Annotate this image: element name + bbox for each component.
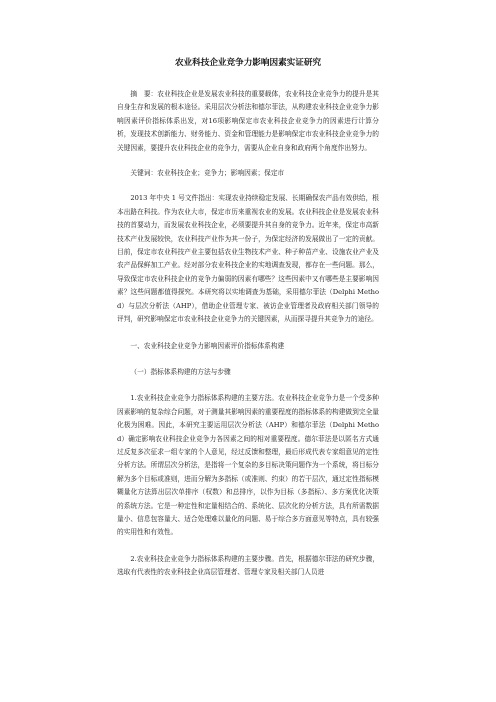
subsection-heading: （一）指标体系构建的方法与步骤 bbox=[130, 367, 231, 376]
intro-paragraph: 2013 年中央 1 号文件指出：实现农业持续稳定发展、长期确保农产品有效供给，根本出路在科技。作为农业大市，保定市历来重视农业的发展。农业科技企业是发展农业科技的首要动力，而发展农业科技企业，必须要提升其自身的竞争力。近年来，保定市高新技术产业发展较快，农业科技产业作为其一份子，为保定经济的发展做出了一定的贡献。目前，保定市农业科技产业主要包括农业生物技术产业、种子种苗产业、设施农业产业及农产品保鲜加工产业。经对部分农业科技企业的实地调查发现，都存在一些问题。那么，导致保定市农业科技企业的竞争力偏弱的因素有哪些？这些因素中又有哪些是主要影响因素？这些问题都值得探究。本研究将以实地调查为基础，采用德尔菲法（Delphi Method）与层次分析法（AHP），借助企业管理专家、被访企业管理者及政府相关部门领导的评判，研究影响保定市农业科技企业竞争力的关键因素，从而探寻提升其竞争力的途径。 bbox=[117, 194, 379, 324]
keywords: 关键词：农业科技企业；竞争力；影响因素；保定市 bbox=[130, 169, 285, 178]
paper-title: 农业科技企业竞争力影响因素实证研究 bbox=[174, 58, 322, 68]
abstract: 摘 要：农业科技企业是发展农业科技的重要载体，农业科技企业竞争力的提升是其自身生存和发展的根本途径。采用层次分析法和德尔菲法，从构建农业科技企业竞争力影响因素评价指标体系出发，对16项影响保定市农业科技企业竞争力的因素进行计算分析，发现技术创新能力、财务能力、资金和管理能力是影响保定市农业科技企业竞争力的关键因素，要提升农业科技企业的竞争力，需要从企业自身和政府两个角度作出努力。 bbox=[117, 90, 379, 152]
document-page bbox=[117, 58, 379, 580]
method-paragraph: 1.农业科技企业竞争力指标体系构建的主要方法。农业科技企业竞争力是一个受多种因素影响的复杂综合问题，对于测量其影响因素的重要程度的指标体系的构建做到完全量化极为困难。因此，本研究主要运用层次分析法（AHP）和德尔菲法（Delphi Method）确定影响农业科技企业竞争力各因素之间的相对重要程度。德尔菲法是以匿名方式通过反复多次征求一组专家的个人意见，经过反馈和整理，最后形成代表专家组意见的定性分析方法。所谓层次分析法，是指将一个复杂的多目标决策问题作为一个系统，将目标分解为多个目标或准则，进而分解为多指标（或准则、约束）的若干层次，通过定性指标模糊量化方法算出层次单排序（权数）和总排序，以作为目标（多指标）、多方案优化决策的系统方法。它是一种定性和定量相结合的、系统化、层次化的分析方法，具有所需数据量小、信息包容量大、适合处理难以量化的问题、易于综合多方面意见等特点，具有较强的实用性和有效性。 bbox=[117, 394, 379, 537]
section-heading: 一、农业科技企业竞争力影响因素评价指标体系构建 bbox=[130, 341, 285, 350]
steps-paragraph: 2.农业科技企业竞争力指标体系构建的主要步骤。首先，根据德尔菲法的研究步骤，选取有代表性的农业科技企业高层管理者、管理专家及相关部门人员进 bbox=[117, 554, 379, 577]
